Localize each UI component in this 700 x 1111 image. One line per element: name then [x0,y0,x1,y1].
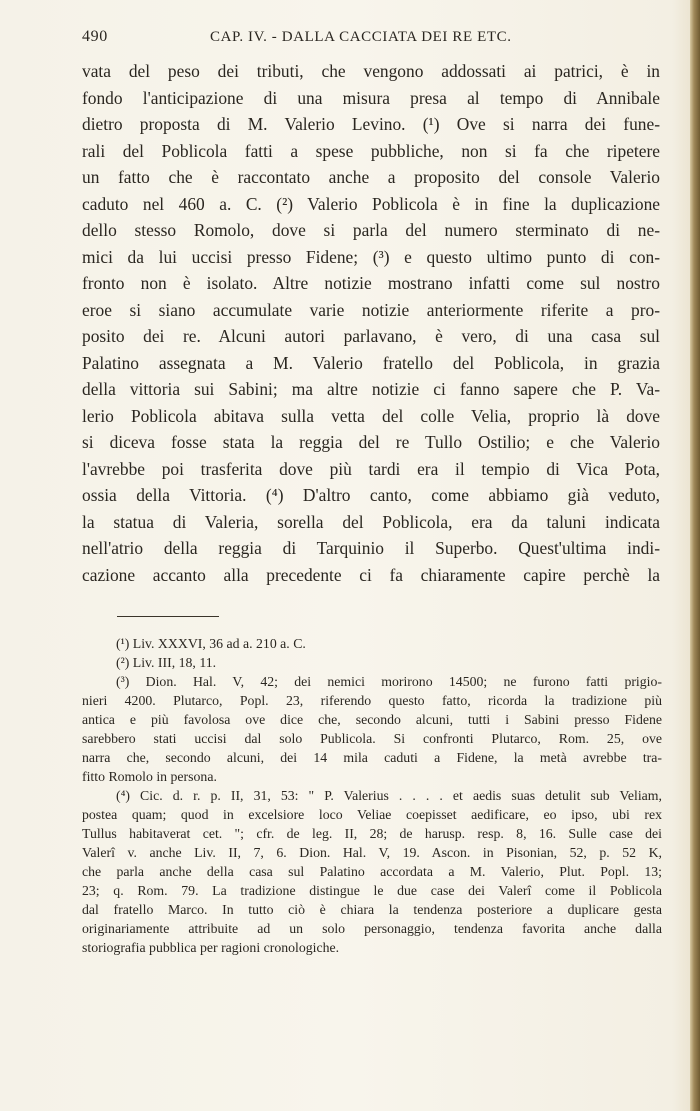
footnote-2 [82,653,662,672]
text-line: rali del Poblicola fatti a spese pubbliche, non si fa che ripetere [82,140,660,161]
text-line: un fatto che è raccontato anche a proposito del console Valerio [82,167,660,187]
footnote-line: (³) Dion. Hal. V, 42; dei nemici morirono 14500; ne furono fatti prigio- [116,674,662,689]
text-line: lerio Poblicola abitava sulla vetta del colle Velia, proprio là dove [82,405,660,426]
main-text [82,58,660,588]
text-line: mici da lui uccisi presso Fidene; (³) e questo ultimo punto di con- [82,246,660,267]
text-line: eroe si siano accumulate varie notizie anteriormente riferite a pro- [82,299,660,320]
page-number: 490 [82,28,108,45]
footnote-1 [82,634,662,653]
footnote-line: nieri 4200. Plutarco, Popl. 23, riferendo questo fatto, ricorda la tradizione più [82,693,662,708]
text-line: nell'atrio della reggia di Tarquinio il Superbo. Quest'ultima indi- [82,538,660,558]
text-line: fondo l'anticipazione di una misura presa al tempo di Annibale [82,87,660,108]
text-line: cazione accanto alla precedente ci fa chiaramente capire perchè la [82,564,660,585]
text-line: si diceva fosse stata la reggia del re Tullo Ostilio; e che Valerio [82,432,660,452]
page-header [82,28,660,50]
footnote-line: fitto Romolo in persona. [82,769,217,784]
footnote-separator [117,616,219,617]
text-line: dello stesso Romolo, dove si parla del numero sterminato di ne- [82,220,660,240]
footnote-line: che parla anche della casa sul Palatino accordata a M. Valerio, Plut. Popl. 13; [82,864,662,879]
footnote-line: antica e più favolosa ove dice che, secondo alcuni, tutti i Sabini presso Fidene [82,712,662,727]
footnote-line: Valerî v. anche Liv. II, 7, 6. Dion. Hal. V, 19. Ascon. in Pisonian, 52, p. 52 K, [82,845,662,860]
text-line: fronto non è isolato. Altre notizie mostrano infatti come sul nostro [82,273,660,293]
footnote-line: originariamente attribuite ad un solo personaggio, tendenza favorita anche dalla [82,921,662,936]
page-edge-shadow [690,0,700,1111]
footnote-line: sarebbero stati uccisi dal solo Publicola. Si confronti Plutarco, Rom. 25, ove [82,731,662,746]
text-line: ossia della Vittoria. (⁴) D'altro canto, come abbiamo già veduto, [82,485,660,505]
text-line: dietro proposta di M. Valerio Levino. (¹) Ove si narra dei fune- [82,114,660,134]
text-line: vata del peso dei tributi, che vengono addossati ai patrici, è in [82,61,660,81]
text-line: Palatino assegnata a M. Valerio fratello del Poblicola, in grazia [82,352,660,373]
text-line: della vittoria sui Sabini; ma altre notizie ci fanno sapere che P. Va- [82,379,660,399]
footnote-line: (¹) Liv. XXXVI, 36 ad a. 210 a. C. [116,636,306,651]
footnote-line: (⁴) Cic. d. r. p. II, 31, 53: " P. Valerius . . . . et aedis suas detulit sub Veliam, [116,788,662,803]
text-line: l'avrebbe poi trasferita dove più tardi era il tempio di Vica Pota, [82,458,660,479]
footnote-line: postea quam; quod in excelsiore loco Veliae coepisset aedificare, eo ipso, ubi rex [82,807,662,822]
text-line: la statua di Valeria, sorella del Poblicola, era da taluni indicata [82,511,660,532]
footnote-line: 23; q. Rom. 79. La tradizione distingue le due case dei Valerî come il Poblicola [82,883,662,898]
footnote-line: (²) Liv. III, 18, 11. [116,655,217,670]
footnotes [82,634,662,957]
footnote-line: dal fratello Marco. In tutto ciò è chiara la tendenza posteriore a duplicare gesta [82,902,662,917]
footnote-line: narra che, secondo alcuni, dei 14 mila caduti a Fidene, la metà avrebbe tra- [82,750,662,765]
text-line: posito dei re. Alcuni autori parlavano, è vero, di una casa sul [82,326,660,346]
footnote-line: Tullus habitaverat cet. "; cfr. de leg. II, 28; de harusp. resp. 8, 16. Sulle case dei [82,826,662,841]
footnote-4 [82,786,662,957]
footnote-3 [82,672,662,786]
running-head: CAP. IV. - DALLA CACCIATA DEI RE ETC. [210,29,512,45]
text-line: caduto nel 460 a. C. (²) Valerio Poblicola è in fine la duplicazione [82,193,660,214]
footnote-line: storiografia pubblica per ragioni cronologiche. [82,940,340,955]
